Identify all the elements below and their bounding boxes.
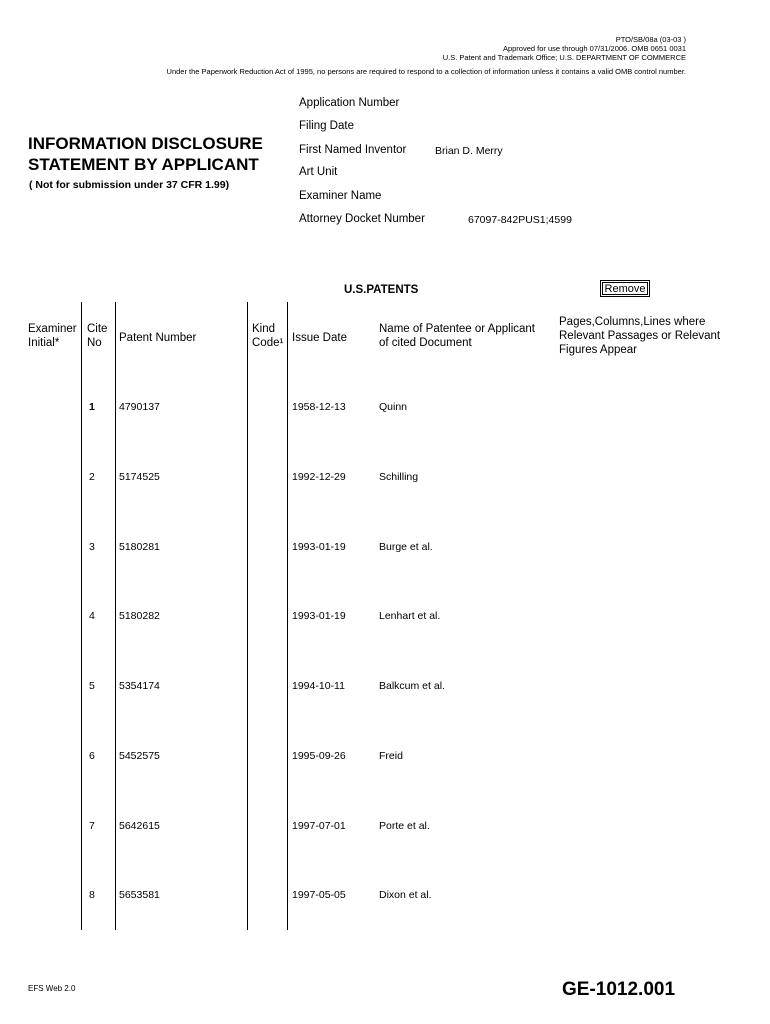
col-pages [559, 315, 720, 357]
document-id: GE-1012.001 [562, 979, 676, 1000]
col-cite-no-line2: No [87, 337, 102, 349]
row-3-cite: 3 [89, 541, 95, 553]
row-4-cite: 4 [89, 610, 95, 622]
grid-line [81, 302, 82, 930]
row-4-patent: 5180282 [119, 610, 160, 622]
col-pages-line1: Pages,Columns,Lines where [559, 316, 706, 328]
row-1-cite: 1 [89, 401, 95, 413]
row-3-patent: 5180281 [119, 541, 160, 553]
col-pages-line3: Figures Appear [559, 344, 637, 356]
art-unit-label: Art Unit [299, 166, 338, 178]
first-named-inventor-label: First Named Inventor [299, 144, 407, 156]
row-2-cite: 2 [89, 471, 95, 483]
form-header [443, 35, 686, 62]
row-1-name: Quinn [379, 401, 408, 413]
col-examiner-initial-line2: Initial* [28, 337, 60, 349]
row-8-patent: 5653581 [119, 889, 160, 901]
row-4-date: 1993-01-19 [292, 610, 346, 622]
row-5-date: 1994-10-11 [292, 680, 345, 692]
row-5-name: Balkcum et al. [379, 680, 445, 692]
row-7-name: Porte et al. [379, 820, 430, 832]
row-6-name: Freid [379, 750, 403, 762]
form-id: PTO/SB/08a (03-03 ) [615, 35, 686, 44]
efs-version: EFS Web 2.0 [28, 984, 76, 993]
grid-line [287, 302, 288, 930]
attorney-docket-value: 67097-842PUS1;4599 [468, 214, 572, 226]
row-3-name: Burge et al. [379, 541, 433, 553]
col-kind-code-line2: Code¹ [252, 337, 284, 349]
remove-button[interactable]: Remove [600, 280, 650, 297]
col-cite-no [87, 322, 107, 350]
row-1-date: 1958-12-13 [292, 401, 346, 413]
row-7-cite: 7 [89, 820, 95, 832]
title-line-2: STATEMENT BY APPLICANT [28, 155, 259, 174]
row-4-name: Lenhart et al. [379, 610, 441, 622]
col-name-line2: of cited Document [379, 337, 472, 349]
col-kind-code [252, 322, 283, 350]
row-5-cite: 5 [89, 680, 95, 692]
col-kind-code-line1: Kind [252, 323, 276, 335]
col-pages-line2: Relevant Passages or Relevant [559, 330, 721, 342]
col-name-line1: Name of Patentee or Applicant [379, 323, 535, 335]
grid-line [115, 302, 116, 930]
application-number-label: Application Number [299, 97, 400, 109]
row-8-date: 1997-05-05 [292, 889, 346, 901]
row-5-patent: 5354174 [119, 680, 160, 692]
col-issue-date: Issue Date [292, 332, 347, 344]
col-examiner-initial-line1: Examiner [28, 323, 77, 335]
row-6-cite: 6 [89, 750, 95, 762]
row-8-cite: 8 [89, 889, 95, 901]
row-1-patent: 4790137 [119, 401, 160, 413]
examiner-name-label: Examiner Name [299, 190, 382, 202]
row-8-name: Dixon et al. [379, 889, 432, 901]
row-7-patent: 5642615 [119, 820, 160, 832]
row-6-patent: 5452575 [119, 750, 160, 762]
row-2-name: Schilling [379, 471, 419, 483]
row-6-date: 1995-09-26 [292, 750, 346, 762]
office-name: U.S. Patent and Trademark Office; U.S. DEPARTMENT OF COMMERCE [442, 53, 686, 62]
page-title [28, 133, 263, 175]
approval-notice: Approved for use through 07/31/2006. OMB 0651 0031 [502, 44, 686, 53]
page-subtitle: ( Not for submission under 37 CFR 1.99) [29, 179, 230, 191]
col-examiner-initial [28, 322, 77, 350]
grid-line [247, 302, 248, 930]
col-patent-number: Patent Number [119, 332, 197, 344]
col-cite-no-line1: Cite [87, 323, 108, 335]
paperwork-notice: Under the Paperwork Reduction Act of 1995, no persons are required to respond to a collection of information unless it contains a valid OMB control number. [166, 67, 686, 76]
title-line-1: INFORMATION DISCLOSURE [28, 134, 263, 153]
section-title: U.S.PATENTS [344, 284, 419, 296]
attorney-docket-label: Attorney Docket Number [299, 213, 425, 225]
row-2-date: 1992-12-29 [292, 471, 346, 483]
col-name [379, 322, 535, 350]
first-named-inventor-value: Brian D. Merry [435, 145, 503, 157]
row-2-patent: 5174525 [119, 471, 160, 483]
filing-date-label: Filing Date [299, 120, 354, 132]
row-3-date: 1993-01-19 [292, 541, 346, 553]
row-7-date: 1997-07-01 [292, 820, 346, 832]
